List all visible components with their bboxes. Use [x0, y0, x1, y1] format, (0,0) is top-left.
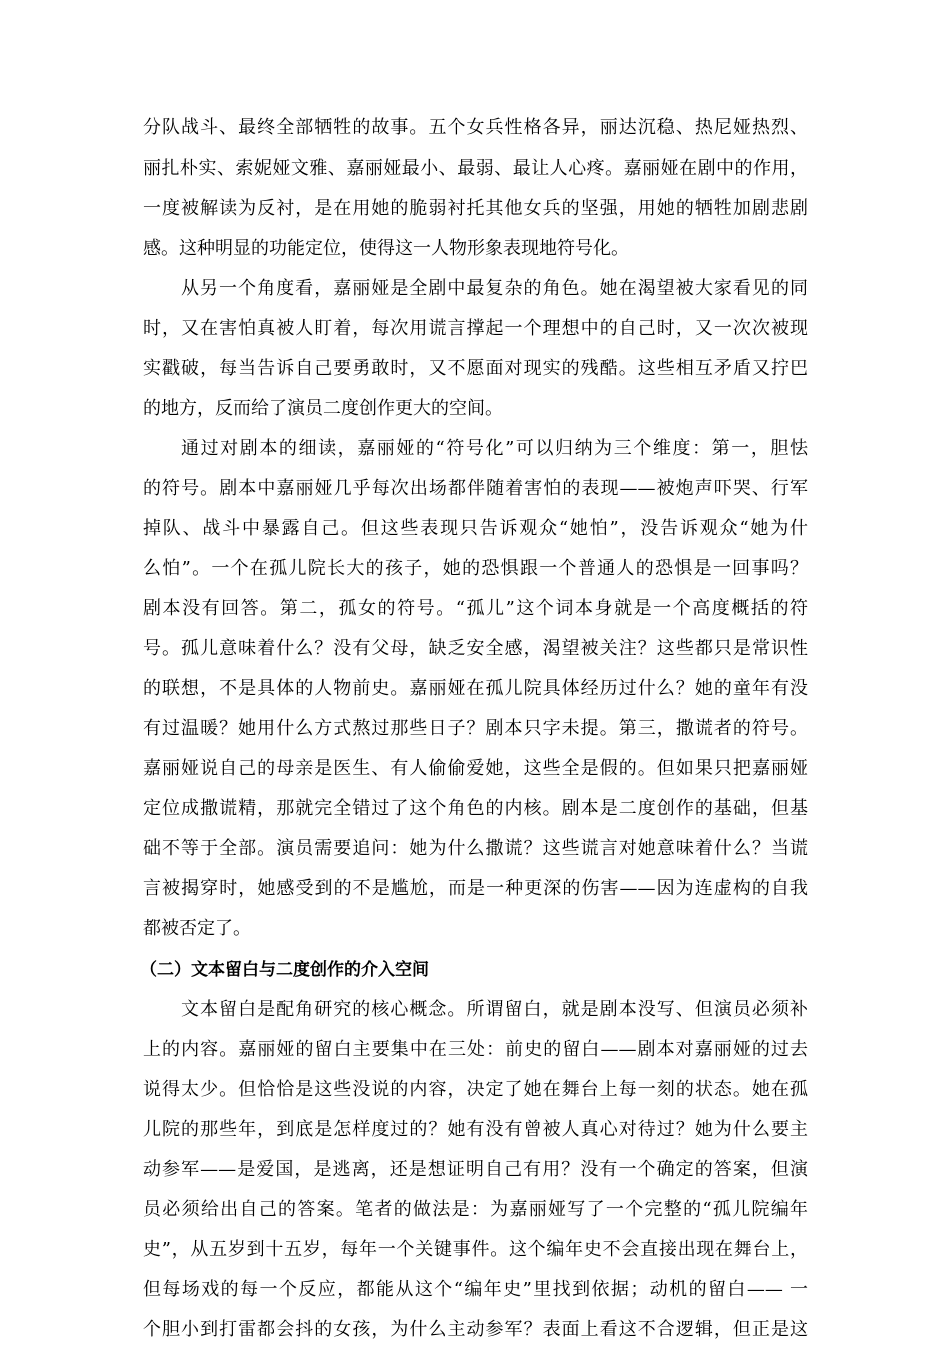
text-line: 的符号。剧本中嘉丽娅几乎每次出场都伴随着害怕的表现——被炮声吓哭、行军: [143, 478, 808, 499]
text-line: 说得太少。但恰恰是这些没说的内容，决定了她在舞台上每一刻的状态。她在孤: [143, 1079, 808, 1100]
text-line: 的地方，反而给了演员二度创作更大的空间。: [143, 398, 503, 419]
text-line: 实戳破，每当告诉自己要勇敢时，又不愿面对现实的残酷。这些相互矛盾又拧巴: [143, 358, 808, 379]
text-line: 动参军——是爱国，是逃离，还是想证明自己有用？没有一个确定的答案，但演: [143, 1159, 808, 1180]
text-line: 础不等于全部。演员需要追问：她为什么撒谎？这些谎言对她意味着什么？当谎: [143, 838, 808, 859]
text-line: 号。孤儿意味着什么？没有父母，缺乏安全感，渴望被关注？这些都只是常识性: [143, 638, 808, 659]
text-line: 时，又在害怕真被人盯着，每次用谎言撑起一个理想中的自己时，又一次次被现: [143, 318, 808, 339]
text-line: 史”，从五岁到十五岁，每年一个关键事件。这个编年史不会直接出现在舞台上，: [143, 1239, 808, 1260]
text-line: 上的内容。嘉丽娅的留白主要集中在三处：前史的留白——剧本对嘉丽娅的过去: [143, 1039, 808, 1060]
text-line: 丽扎朴实、索妮娅文雅、嘉丽娅最小、最弱、最让人心疼。嘉丽娅在剧中的作用，: [143, 158, 808, 179]
text-line: 的联想，不是具体的人物前史。嘉丽娅在孤儿院具体经历过什么？她的童年有没: [143, 678, 808, 699]
text-line: 一度被解读为反衬，是在用她的脆弱衬托其他女兵的坚强，用她的牺牲加剧悲剧: [143, 198, 808, 219]
text-line: 感。这种明显的功能定位，使得这一人物形象表现地符号化。: [143, 238, 629, 259]
text-line: 定位成撒谎精，那就完全错过了这个角色的内核。剧本是二度创作的基础，但基: [143, 798, 808, 819]
text-line: 有过温暖？她用什么方式熬过那些日子？剧本只字未提。第三，撒谎者的符号。: [143, 718, 808, 739]
text-line: 剧本没有回答。第二，孤女的符号。“孤儿”这个词本身就是一个高度概括的符: [143, 598, 808, 619]
text-line: 掉队、战斗中暴露自己。但这些表现只告诉观众“她怕”，没告诉观众“她为什: [143, 518, 808, 539]
text-line: 个胆小到打雷都会抖的女孩，为什么主动参军？表面上看这不合逻辑，但正是这: [143, 1319, 808, 1340]
text-line: 从另一个角度看，嘉丽娅是全剧中最复杂的角色。她在渴望被大家看见的同: [181, 278, 808, 299]
text-line: 通过对剧本的细读，嘉丽娅的“符号化”可以归纳为三个维度：第一，胆怯: [181, 438, 808, 459]
text-line: 文本留白是配角研究的核心概念。所谓留白，就是剧本没写、但演员必须补: [181, 999, 808, 1020]
text-line: 儿院的那些年，到底是怎样度过的？她有没有曾被人真心对待过？她为什么要主: [143, 1119, 808, 1140]
text-line: 分队战斗、最终全部牺牲的故事。五个女兵性格各异，丽达沉稳、热尼娅热烈、: [143, 117, 808, 138]
text-line: 都被否定了。: [143, 918, 251, 939]
text-line: 员必须给出自己的答案。笔者的做法是：为嘉丽娅写了一个完整的“孤儿院编年: [143, 1199, 808, 1220]
text-line: 但每场戏的每一个反应，都能从这个“编年史”里找到依据；动机的留白—— 一: [143, 1279, 808, 1300]
text-line: 么怕”。一个在孤儿院长大的孩子，她的恐惧跟一个普通人的恐惧是一回事吗？: [143, 558, 808, 579]
text-line: 言被揭穿时，她感受到的不是尴尬，而是一种更深的伤害——因为连虚构的自我: [143, 878, 808, 899]
section-heading: （二）文本留白与二度创作的介入空间: [140, 960, 429, 980]
text-line: 嘉丽娅说自己的母亲是医生、有人偷偷爱她，这些全是假的。但如果只把嘉丽娅: [143, 758, 808, 779]
